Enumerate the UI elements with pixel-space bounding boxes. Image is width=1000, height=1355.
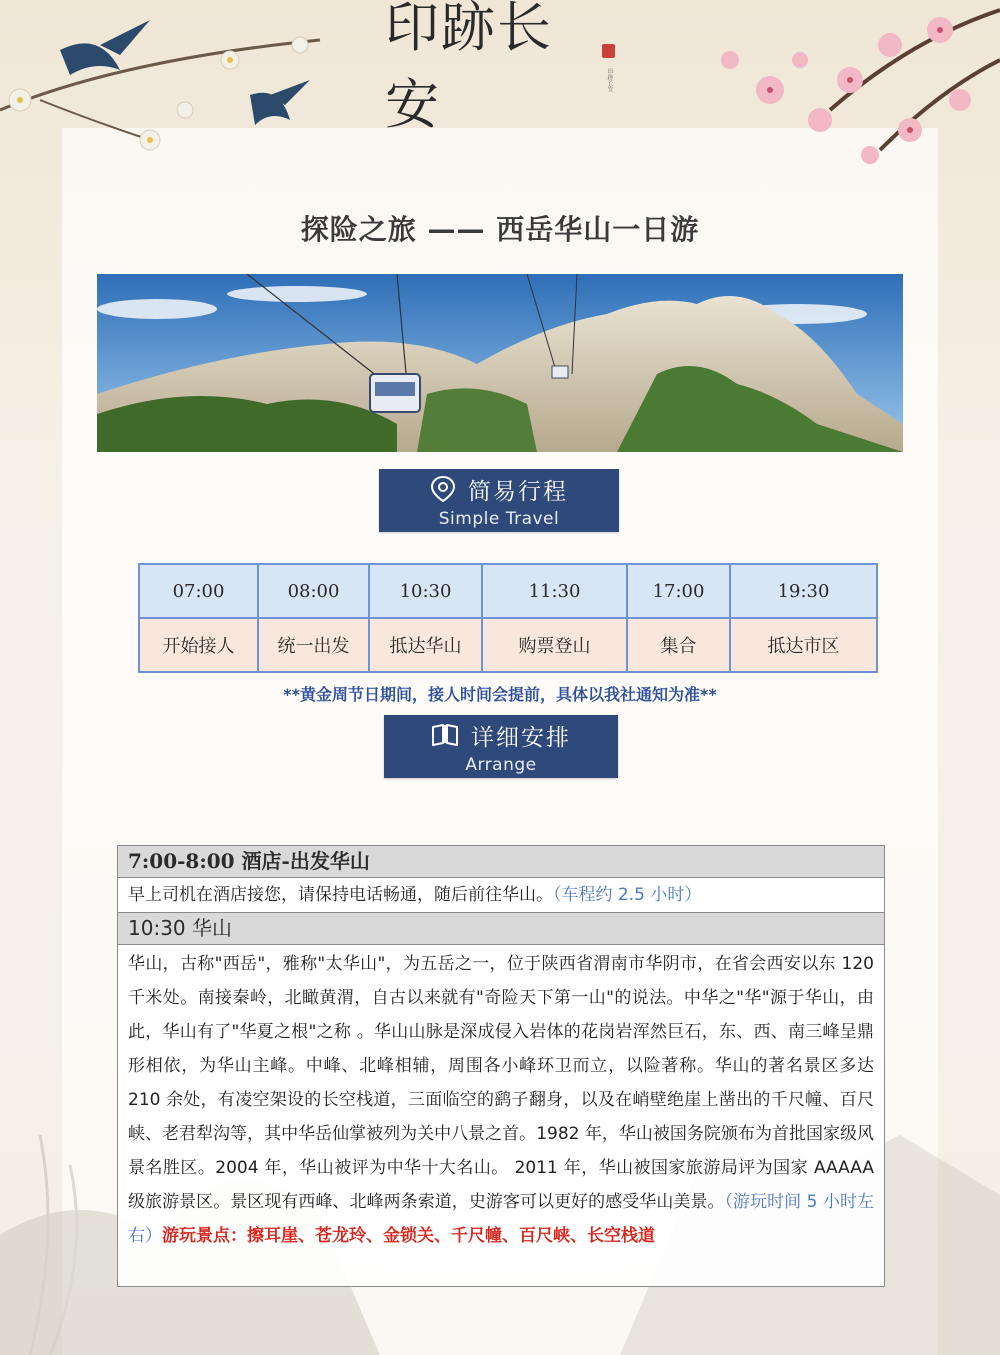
huashan-cable-car-image [97, 274, 903, 452]
detail-itinerary-box [117, 845, 885, 1287]
schedule-time: 19:30 [730, 564, 877, 618]
detail-body-huashan [118, 945, 884, 1255]
location-pin-icon [430, 475, 456, 503]
simple-travel-en: Simple Travel [438, 508, 560, 529]
schedule-event: 统一出发 [258, 618, 369, 672]
arrange-banner [384, 715, 618, 778]
schedule-event: 开始接人 [139, 618, 258, 672]
brand-logo-text: 印跡长安 [385, 0, 553, 136]
departure-duration-note: （车程约 2.5 小时） [553, 885, 702, 905]
page-title: 探险之旅 —— 西岳华山一日游 [300, 213, 700, 246]
schedule-event: 抵达市区 [730, 618, 877, 672]
schedule-times-row [139, 564, 877, 618]
simple-travel-banner [379, 469, 619, 532]
detail-body-departure [118, 878, 884, 912]
brand-seal [602, 44, 615, 58]
schedule-time: 17:00 [627, 564, 730, 618]
arrange-en: Arrange [465, 754, 537, 775]
brand-logo [385, 0, 615, 136]
schedule-event: 集合 [627, 618, 730, 672]
detail-heading-departure: 7:00-8:00 酒店-出发华山 [118, 846, 884, 878]
holiday-notice: **黄金周节日期间，接人时间会提前，具体以我社通知为准** [283, 685, 717, 704]
simple-travel-zh: 简易行程 [468, 478, 568, 505]
schedule-table [138, 563, 878, 673]
schedule-event: 购票登山 [482, 618, 627, 672]
schedule-time: 11:30 [482, 564, 627, 618]
schedule-time: 10:30 [369, 564, 482, 618]
swallow-blossom-decoration [0, 0, 340, 170]
arrange-zh: 详细安排 [471, 724, 571, 751]
detail-heading-huashan: 10:30 华山 [118, 912, 884, 945]
schedule-events-row [139, 618, 877, 672]
huashan-attractions: 游玩景点：擦耳崖、苍龙玲、金锁关、千尺幢、百尺峡、长空栈道 [162, 1226, 655, 1246]
brand-seal-text: 印跡长安 [606, 68, 613, 92]
schedule-event: 抵达华山 [369, 618, 482, 672]
schedule-time: 08:00 [258, 564, 369, 618]
peach-blossom-decoration [710, 0, 1000, 175]
schedule-time: 07:00 [139, 564, 258, 618]
huashan-duration-note: （游玩时间 5 小时左右） [128, 1192, 875, 1246]
departure-text: 早上司机在酒店接您，请保持电话畅通，随后前往华山。 [128, 885, 553, 905]
open-book-icon [431, 723, 459, 747]
huashan-description: 华山，古称"西岳"，雅称"太华山"，为五岳之一，位于陕西省渭南市华阴市，在省会西安以东 120 千米处。南接秦岭，北瞰黄渭，自古以来就有"奇险天下第一山"的说法。中华之"华"源于华山，由此，华山有了"华夏之根"之称 。华山山脉是深成侵入岩体的花岗岩浑然巨石，东、西、南三峰呈鼎形相依，为华山主峰。中峰、北峰相辅，周围各小峰环卫而立，以险著称。华山的著名景区多达 210 余处，有凌空架设的长空栈道，三面临空的鹞子翻身，以及在峭壁绝崖上凿出的千尺幢、百尺峡、老君犁沟等，其中华岳仙掌被列为关中八景之首。1982 年，华山被国务院颁布为首批国家级风景名胜区。2004 年，华山被评为中华十大名山。 2011 年，华山被国家旅游局评为国家 AAAAA 级旅游景区。景区现有西峰、北峰两条索道，史游客可以更好的感受华山美景。 [128, 954, 874, 1212]
